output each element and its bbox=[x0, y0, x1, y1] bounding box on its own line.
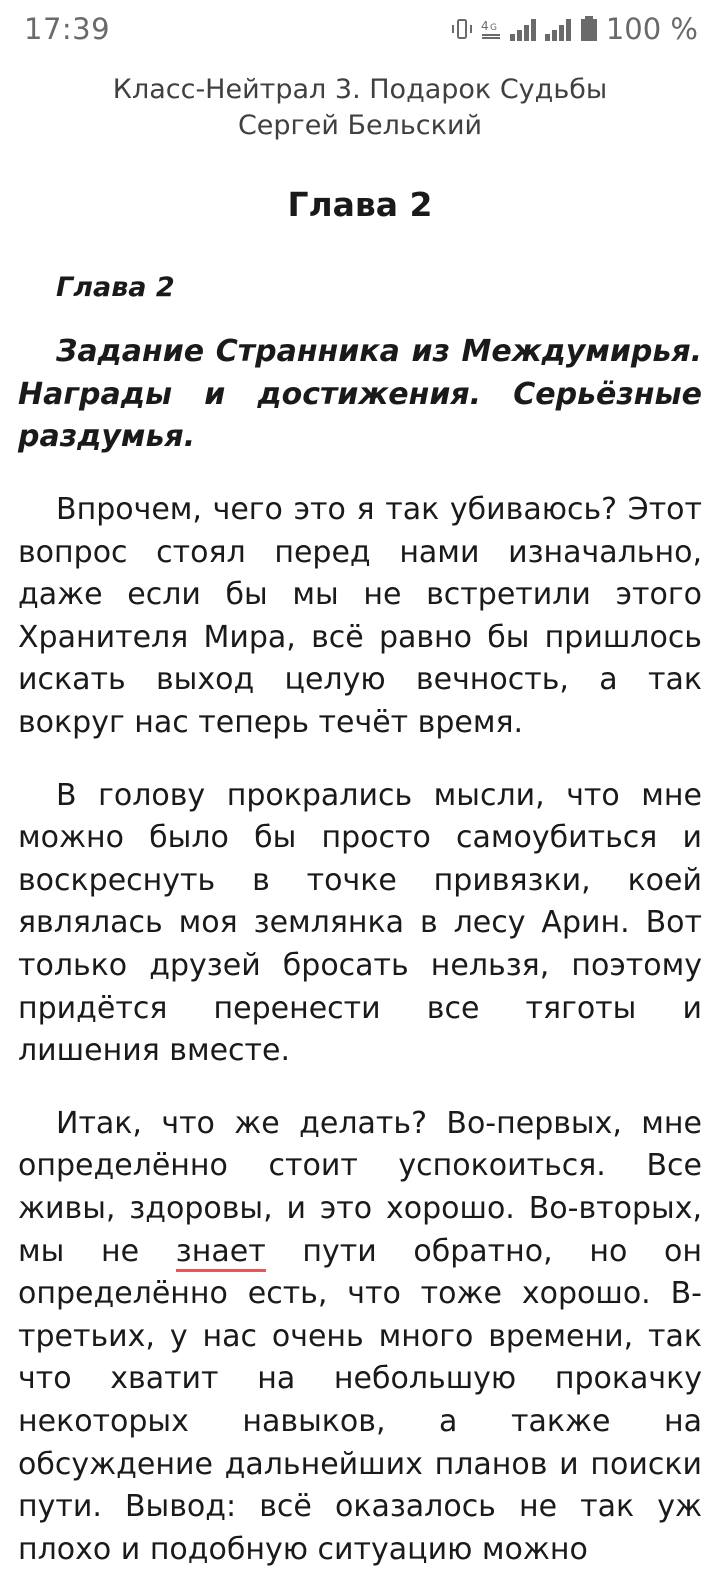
svg-text:G: G bbox=[489, 23, 497, 33]
status-bar bbox=[0, 0, 720, 58]
battery-full-icon bbox=[579, 15, 599, 43]
subchapter-label: Глава 2 bbox=[56, 272, 175, 304]
book-header bbox=[0, 72, 720, 143]
book-title: Класс-Нейтрал 3. Подарок Судьбы bbox=[112, 74, 608, 105]
chapter-summary-line: Задание Странника из Междумирья. Награды и достижения. Серьёзные раздумья. bbox=[18, 334, 702, 455]
signal-bars-sim1-icon bbox=[509, 16, 539, 42]
battery-percentage: 100 % bbox=[605, 12, 698, 46]
book-author: Сергей Бельский bbox=[237, 109, 483, 141]
reader-content[interactable] bbox=[0, 272, 720, 1571]
vibrate-icon bbox=[449, 16, 475, 42]
signal-bars-sim2-icon bbox=[544, 16, 574, 42]
paragraph: В голову прокрались мысли, что мне можно было бы просто самоубиться и воскреснуть в точке привязки, коей являлась моя землянка в лесу Арин. Вот только друзей бросать нельзя, поэтому придётся перенести все тяготы и лишения вместе. bbox=[18, 777, 702, 1069]
chapter-heading: Глава 2 bbox=[287, 185, 433, 225]
paragraph: Впрочем, чего это я так убиваюсь? Этот вопрос стоял перед нами изначально, даже если бы мы не встретили этого Хранителя Мира, всё равно бы пришлось искать выход целую вечность, а так вокруг нас теперь течёт время. bbox=[18, 492, 702, 740]
status-clock: 17:39 bbox=[24, 12, 111, 46]
network-4g-icon bbox=[480, 17, 504, 41]
status-indicators bbox=[449, 12, 698, 46]
spelling-error-word: знает bbox=[176, 1234, 266, 1272]
svg-text:4: 4 bbox=[480, 19, 489, 33]
paragraph: Итак, что же делать? Во-первых, мне определённо стоит успокоиться. Все живы, здоровы, и это хорошо. Во-вторых, мы не знает пути обратно, но он определённо есть, что тоже хорошо. В-третьих, у нас очень много времени, так что хватит на небольшую прокачку некоторых навыков, а также на обсуждение дальнейших планов и поиски пути. Вывод: всё оказалось не так уж плохо и подобную ситуацию можно bbox=[18, 1105, 702, 1567]
